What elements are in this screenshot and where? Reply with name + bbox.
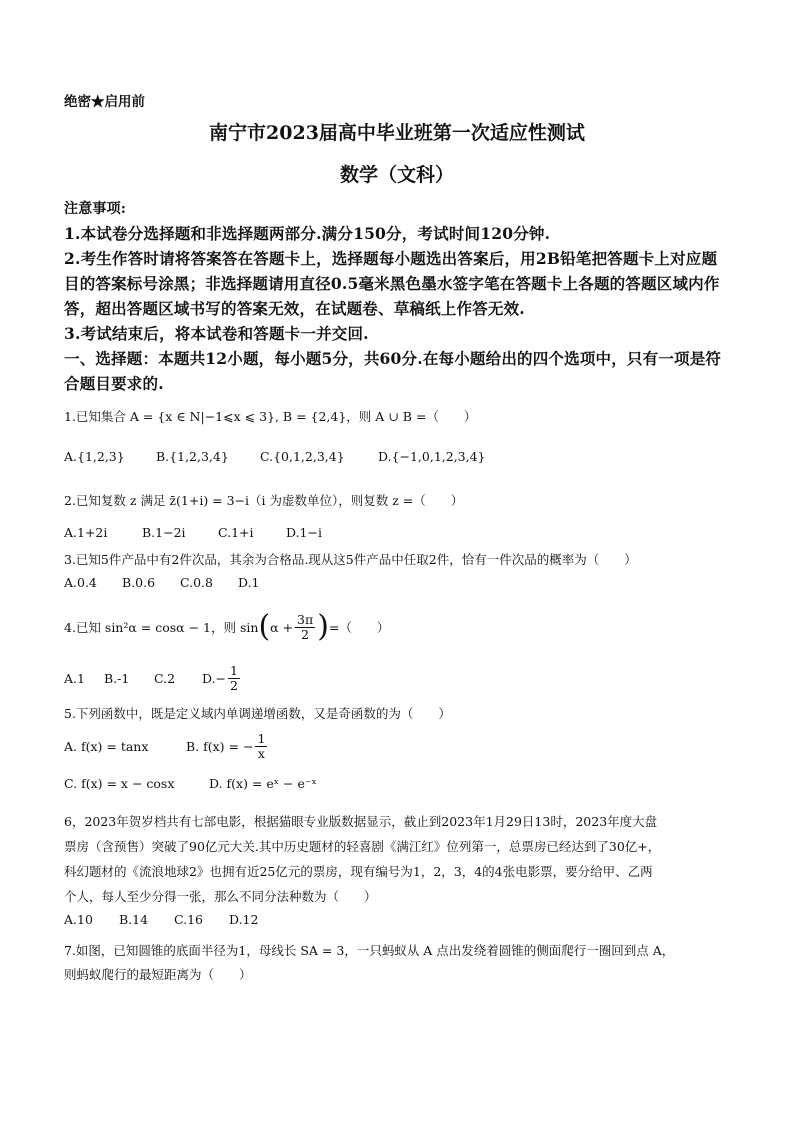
q4-option-d: D.− — [202, 670, 227, 686]
question-2-stem: 2.已知复数 z 满足 z̄(1+i) = 3−i（i 为虚数单位），则复数 z =（ ） — [64, 493, 464, 508]
question-7-line-2: 则蚂蚁爬行的最短距离为（ ） — [64, 967, 252, 982]
q5-option-b-num: 1 — [257, 730, 266, 746]
note-3: 3.考试结束后，将本试卷和答题卡一并交回. — [64, 324, 369, 343]
q4-fraction-den: 2 — [301, 626, 310, 642]
q1-option-d: D.{−1,0,1,2,3,4} — [378, 449, 486, 464]
q5-option-b-fraction — [255, 732, 267, 761]
q2-option-a: A.1+2i — [64, 525, 108, 540]
question-4-options — [64, 660, 754, 696]
q6-option-c: C.16 — [174, 912, 203, 927]
q5-option-c: C. f(x) = x − cosx — [64, 776, 175, 791]
q6-option-a: A.10 — [64, 912, 93, 927]
q1-option-c: C.{0,1,2,3,4} — [260, 449, 345, 464]
note-2-line-2: 目的答案标号涂黑；非选择题请用直径0.5毫米黑色墨水签字笔在答题卡上各题的答题区域内作 — [64, 274, 720, 293]
q4-fraction-num: 3π — [297, 611, 314, 627]
q2-option-c: C.1+i — [218, 525, 254, 540]
question-1-options — [64, 449, 754, 464]
secret-label: 绝密★启用前 — [64, 94, 145, 110]
q2-option-d: D.1−i — [286, 525, 322, 540]
q3-option-b: B.0.6 — [122, 575, 156, 590]
q3-option-c: C.0.8 — [180, 575, 213, 590]
question-6-options — [64, 912, 754, 927]
q1-option-a: A.{1,2,3} — [64, 449, 125, 464]
notes-heading: 注意事项: — [64, 201, 127, 217]
q4-paren-right: ) — [317, 609, 329, 644]
question-5-stem: 5.下列函数中，既是定义域内单调递增函数，又是奇函数的为（ ） — [64, 706, 451, 721]
q5-option-b-den: x — [257, 745, 265, 761]
q4-fraction — [295, 613, 315, 642]
note-2-line-1: 2.考生作答时请将答案答在答题卡上，选择题每小题选出答案后，用2B铅笔把答题卡上对应题 — [64, 249, 718, 268]
q5-option-d: D. f(x) = eˣ − e⁻ˣ — [209, 776, 317, 791]
question-6-line-4: 个人，每人至少分得一张，那么不同分法种数为（ ） — [64, 889, 377, 904]
q5-option-b: B. f(x) = − — [186, 738, 254, 754]
q4-inner: α + — [270, 619, 294, 635]
q4-option-b: B.-1 — [104, 670, 130, 686]
section-1-line-1: 一、选择题：本题共12小题，每小题5分，共60分.在每小题给出的四个选项中，只有一项是符 — [64, 349, 722, 368]
question-5-options-ab — [64, 726, 754, 766]
exam-title: 南宁市2023届高中毕业班第一次适应性测试 — [209, 122, 585, 144]
q3-option-d: D.1 — [238, 575, 260, 590]
q4-option-d-num: 1 — [230, 662, 238, 678]
q3-option-a: A.0.4 — [64, 575, 97, 590]
question-5-options-cd — [64, 776, 754, 791]
question-4-stem — [64, 606, 754, 648]
question-2-options — [64, 525, 754, 540]
exam-subtitle: 数学（文科） — [339, 164, 454, 186]
q4-stem-b: =（ ） — [328, 620, 390, 635]
section-1-line-2: 合题目要求的. — [64, 374, 164, 393]
q4-option-d-fraction — [228, 664, 240, 693]
q2-option-b: B.1−2i — [142, 525, 186, 540]
q4-paren-left: ( — [258, 609, 271, 644]
note-2-line-3: 答，超出答题区域书写的答案无效，在试题卷、草稿纸上作答无效. — [64, 299, 525, 318]
q4-stem-a: 4.已知 sin²α = cosα − 1，则 sin — [64, 620, 259, 635]
q1-option-b: B.{1,2,3,4} — [156, 449, 229, 464]
question-7-line-1: 7.如图，已知圆锥的底面半径为1，母线长 SA = 3，一只蚂蚁从 A 点出发绕着圆锥的侧面爬行一圈回到点 A， — [64, 943, 675, 958]
question-3-stem: 3.已知5件产品中有2件次品，其余为合格品.现从这5件产品中任取2件，恰有一件次品的概率为（ ） — [64, 552, 637, 567]
q6-option-b: B.14 — [119, 912, 149, 927]
question-6-line-3: 科幻题材的《流浪地球2》也拥有近25亿元的票房，现有编号为1，2，3，4的4张电影票，要分给甲、乙两 — [64, 864, 653, 879]
question-3-options — [64, 575, 754, 590]
question-6-line-2: 票房（含预售）突破了90亿元大关.其中历史题材的轻喜剧《满江红》位列第一，总票房已经达到了30亿+， — [64, 839, 661, 854]
question-6-line-1: 6，2023年贺岁档共有七部电影，根据猫眼专业版数据显示，截止到2023年1月29日13时，2023年度大盘 — [64, 814, 658, 829]
question-1-stem: 1.已知集合 A = {x ∈ N|−1⩽x ⩽ 3}, B = {2,4}，则 A ∪ B =（ ） — [64, 409, 477, 424]
q4-option-c: C.2 — [154, 670, 176, 686]
q5-option-a: A. f(x) = tanx — [64, 738, 149, 754]
q6-option-d: D.12 — [229, 912, 259, 927]
q4-option-a: A.1 — [64, 670, 85, 686]
note-1: 1.本试卷分选择题和非选择题两部分.满分150分，考试时间120分钟. — [64, 224, 551, 243]
q4-option-d-den: 2 — [230, 677, 238, 693]
